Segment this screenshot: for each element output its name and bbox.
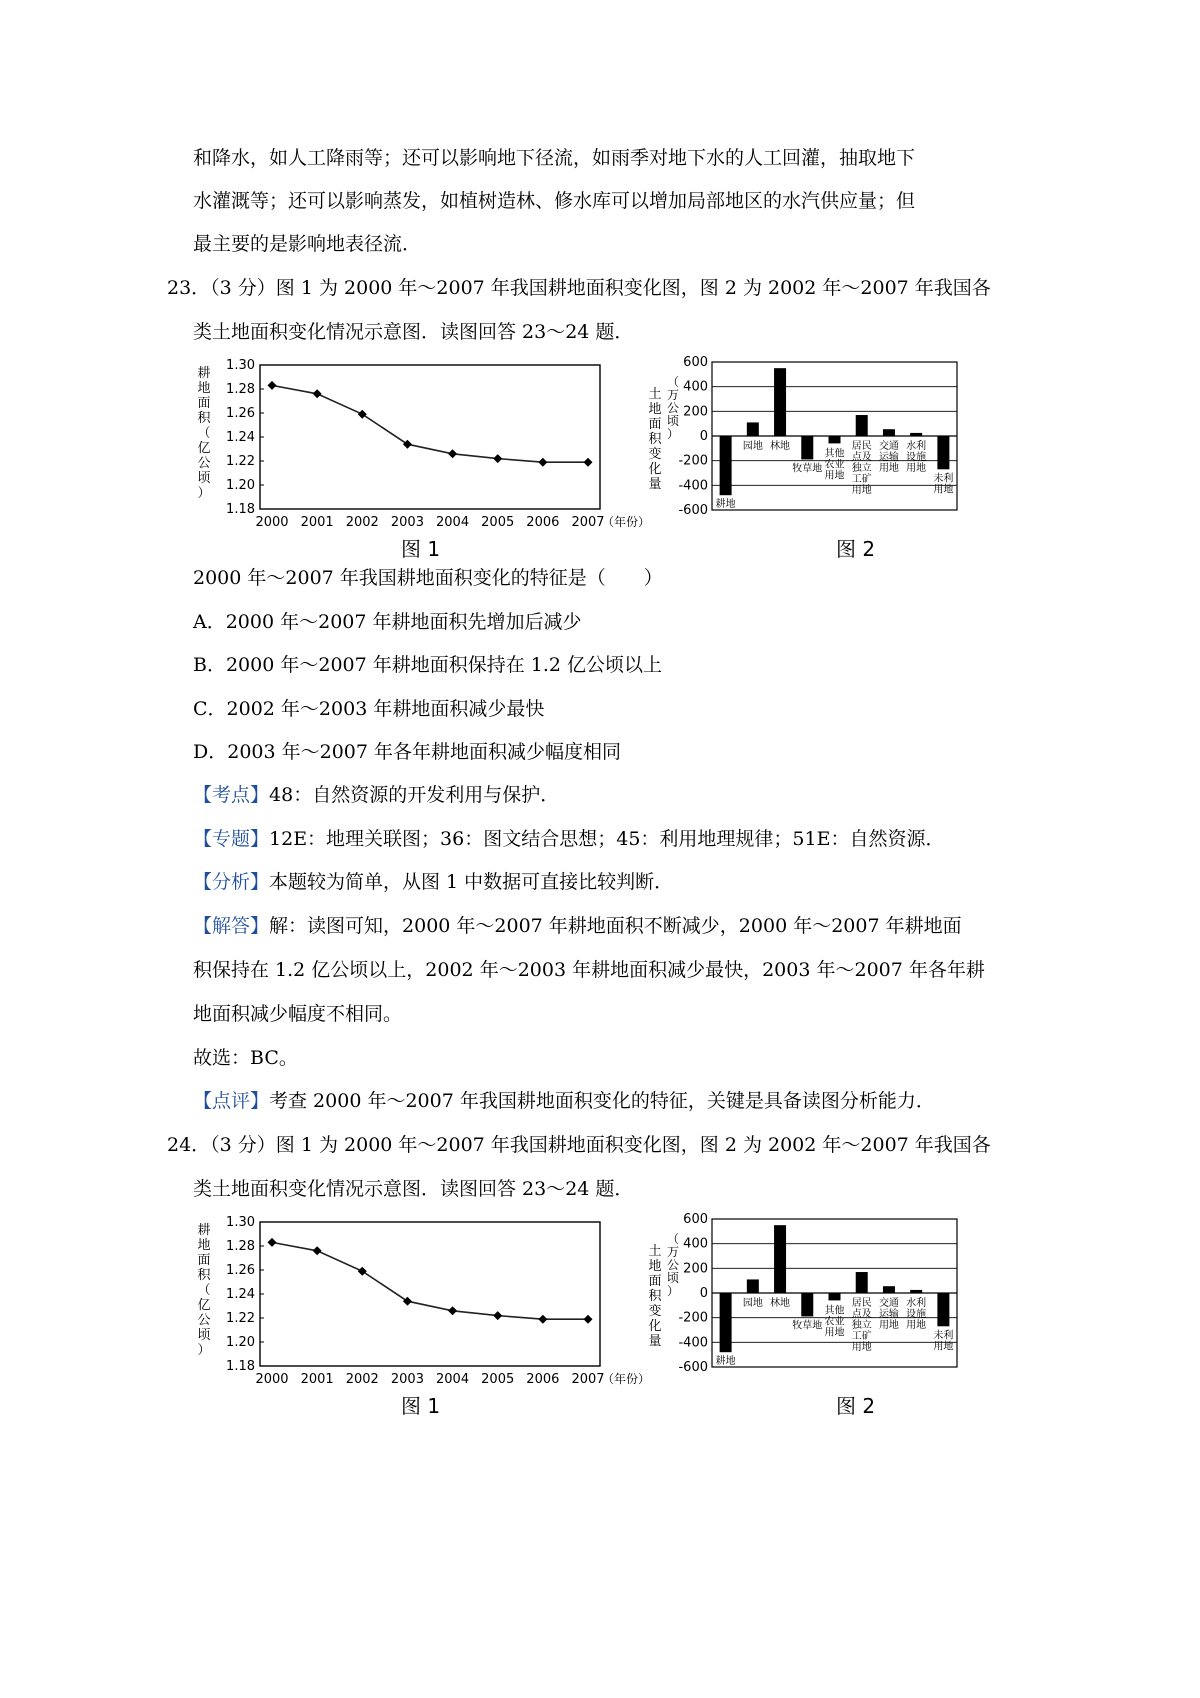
kaodian-tag: 【考点】 — [193, 784, 270, 806]
bar — [720, 1293, 732, 1352]
x-tick-label: 2001 — [300, 515, 334, 530]
y-tick-label: 1.26 — [226, 406, 255, 421]
q23-option-b: B．2000 年～2007 年耕地面积保持在 1.2 亿公顷以上 — [193, 654, 663, 676]
category-label: 水利设施用地 — [906, 1298, 927, 1331]
y-tick-label: -600 — [678, 503, 708, 518]
y-tick-label: -600 — [678, 1360, 708, 1375]
category-label: 耕地 — [715, 499, 736, 511]
category-label: 交通运输用地 — [878, 1298, 899, 1331]
jieda-tag: 【解答】 — [193, 915, 270, 937]
plot-frame — [260, 365, 600, 509]
y-tick-label: 1.20 — [226, 478, 255, 493]
y-tick-label: 600 — [683, 1212, 708, 1227]
x-tick-label: 2007 — [571, 515, 605, 530]
jieda-line-1 — [193, 914, 962, 938]
y-tick-label: 1.26 — [226, 1263, 255, 1278]
y-tick-label: 1.18 — [226, 1359, 255, 1374]
q24-stem-line-1: 24．（3 分）图 1 为 2000 年～2007 年我国耕地面积变化图，图 2 为 2002 年～2007 年我国各 — [167, 1134, 991, 1156]
fig2-caption-b: 图 2 — [836, 1394, 876, 1418]
data-point — [493, 454, 502, 463]
data-point — [268, 1238, 277, 1247]
bar — [883, 429, 895, 436]
y-tick-label: -200 — [678, 1310, 708, 1326]
answer-line: 故选：BC。 — [193, 1047, 298, 1069]
fenxi-tag: 【分析】 — [193, 871, 270, 893]
category-label: 牧草地 — [792, 1320, 823, 1332]
dianping-text: 考查 2000 年～2007 年我国耕地面积变化的特征，关键是具备读图分析能力． — [269, 1090, 935, 1112]
intro-line-3: 最主要的是影响地表径流． — [193, 233, 422, 255]
q23-option-a: A．2000 年～2007 年耕地面积先增加后减少 — [193, 611, 582, 633]
x-tick-label: 2004 — [436, 1372, 470, 1387]
category-label: 其他农业用地 — [824, 1305, 845, 1339]
x-tick-label: 2004 — [436, 515, 470, 530]
data-point — [584, 1315, 593, 1324]
q23-question: 2000 年～2007 年我国耕地面积变化的特征是（ ） — [193, 567, 663, 589]
data-point — [493, 1311, 502, 1320]
category-label: 牧草地 — [792, 463, 823, 475]
bar — [856, 415, 868, 436]
y-tick-label: -200 — [678, 453, 708, 469]
y-tick-label: 1.22 — [226, 454, 255, 469]
y-tick-label: 1.22 — [226, 1311, 255, 1326]
x-tick-label: 2007 — [571, 1372, 605, 1387]
y-tick-label: 1.30 — [226, 1215, 255, 1230]
x-axis-label: （年份） — [601, 1372, 650, 1386]
bar — [937, 1293, 949, 1326]
bar — [801, 1293, 813, 1316]
x-tick-label: 2000 — [255, 1372, 289, 1387]
category-label: 耕地 — [715, 1356, 736, 1368]
q23-stem-line-1: 23．（3 分）图 1 为 2000 年～2007 年我国耕地面积变化图，图 2 为 2002 年～2007 年我国各 — [167, 277, 991, 299]
bar — [937, 436, 949, 469]
bar — [720, 436, 732, 495]
y-tick-label: 200 — [683, 1261, 708, 1277]
category-label: 水利设施用地 — [906, 441, 927, 474]
y-tick-label: 200 — [683, 404, 708, 420]
fig2-caption-a: 图 2 — [836, 537, 876, 561]
category-label: 园地 — [742, 441, 763, 452]
category-label: 交通运输用地 — [878, 441, 899, 474]
y-axis-label: 耕地面积（亿公顷） — [197, 366, 211, 501]
bar — [829, 1293, 841, 1300]
q23-option-d: D．2003 年～2007 年各年耕地面积减少幅度相同 — [193, 741, 622, 763]
data-point — [268, 381, 277, 390]
category-label: 未利用地 — [933, 1330, 954, 1353]
x-tick-label: 2000 — [255, 515, 289, 530]
jieda-text-1: 解：读图可知，2000 年～2007 年耕地面积不断减少，2000 年～2007 年耕地面 — [269, 915, 962, 937]
fig1-line-chart-a — [190, 355, 650, 533]
bar — [910, 433, 922, 436]
data-point — [313, 1246, 322, 1255]
dianping-tag: 【点评】 — [193, 1090, 270, 1112]
bar — [829, 436, 841, 443]
data-point — [403, 440, 412, 449]
x-tick-label: 2005 — [481, 1372, 515, 1387]
series-line — [272, 1242, 588, 1319]
intro-line-2: 水灌溉等；还可以影响蒸发，如植树造林、修水库可以增加局部地区的水汽供应量；但 — [193, 190, 916, 212]
zhuanti-text: 12E：地理关联图；36：图文结合思想；45：利用地理规律；51E：自然资源． — [269, 828, 945, 850]
data-point — [538, 1315, 547, 1324]
y-tick-label: -400 — [678, 1335, 708, 1351]
data-point — [313, 389, 322, 398]
y-axis-label: 土地面积变化量 — [648, 387, 662, 492]
y-tick-label: 1.20 — [226, 1335, 255, 1350]
data-point — [448, 449, 457, 458]
category-label: 未利用地 — [933, 473, 954, 496]
data-point — [358, 410, 367, 419]
y-axis-label: 耕地面积（亿公顷） — [197, 1223, 211, 1358]
data-point — [538, 458, 547, 467]
x-axis-label: （年份） — [601, 515, 650, 529]
kaodian-text: 48：自然资源的开发利用与保护． — [269, 784, 560, 806]
y-tick-label: 1.18 — [226, 502, 255, 517]
x-tick-label: 2002 — [345, 515, 379, 530]
jieda-line-2: 积保持在 1.2 亿公顷以上，2002 年～2003 年耕地面积减少最快，2003 年～2007 年各年耕 — [193, 959, 985, 981]
bar — [774, 1225, 786, 1293]
bar — [801, 436, 813, 459]
data-point — [584, 458, 593, 467]
x-tick-label: 2006 — [526, 515, 560, 530]
x-tick-label: 2002 — [345, 1372, 379, 1387]
data-point — [358, 1267, 367, 1276]
fig1-line-chart-b — [190, 1212, 650, 1390]
category-label: 园地 — [742, 1298, 763, 1309]
y-tick-label: 1.30 — [226, 358, 255, 373]
fig2-bar-chart-b — [640, 1205, 980, 1385]
intro-line-1: 和降水，如人工降雨等；还可以影响地下径流，如雨季对地下水的人工回灌，抽取地下 — [193, 147, 916, 169]
y-axis-unit: （万公顷） — [666, 1232, 680, 1298]
fig1-caption-b: 图 1 — [401, 1394, 441, 1418]
fig1-caption-a: 图 1 — [401, 537, 441, 561]
y-axis-unit: （万公顷） — [666, 375, 680, 441]
x-tick-label: 2006 — [526, 1372, 560, 1387]
y-tick-label: -400 — [678, 478, 708, 494]
y-tick-label: 400 — [683, 379, 708, 395]
bar — [747, 1279, 759, 1293]
bar — [883, 1286, 895, 1293]
fenxi-text: 本题较为简单，从图 1 中数据可直接比较判断． — [269, 871, 674, 893]
zhuanti-tag: 【专题】 — [193, 828, 270, 850]
y-axis-label: 土地面积变化量 — [648, 1244, 662, 1349]
jieda-line-3: 地面积减少幅度不相同。 — [193, 1003, 403, 1025]
x-tick-label: 2003 — [390, 515, 424, 530]
category-label: 居民点及独立工矿用地 — [851, 441, 872, 496]
y-tick-label: 1.28 — [226, 382, 255, 397]
category-label: 林地 — [770, 1298, 791, 1309]
bar — [774, 368, 786, 436]
bar — [910, 1290, 922, 1293]
series-line — [272, 385, 588, 462]
dianping-line — [193, 1089, 935, 1113]
category-label: 居民点及独立工矿用地 — [851, 1298, 872, 1353]
kaodian-line — [193, 783, 559, 807]
bar — [856, 1272, 868, 1293]
data-point — [403, 1297, 412, 1306]
y-tick-label: 1.28 — [226, 1239, 255, 1254]
category-label: 其他农业用地 — [824, 448, 845, 482]
q23-option-c: C．2002 年～2003 年耕地面积减少最快 — [193, 698, 545, 720]
y-tick-label: 0 — [699, 1286, 708, 1301]
y-tick-label: 1.24 — [226, 1287, 255, 1302]
plot-frame — [260, 1222, 600, 1366]
y-tick-label: 600 — [683, 355, 708, 370]
bar — [747, 422, 759, 436]
y-tick-label: 400 — [683, 1236, 708, 1252]
fig2-bar-chart-a — [640, 348, 980, 528]
y-tick-label: 1.24 — [226, 430, 255, 445]
x-tick-label: 2005 — [481, 515, 515, 530]
category-label: 林地 — [770, 441, 791, 452]
data-point — [448, 1306, 457, 1315]
x-tick-label: 2003 — [390, 1372, 424, 1387]
q23-stem-line-2: 类土地面积变化情况示意图．读图回答 23～24 题． — [193, 321, 634, 343]
q24-stem-line-2: 类土地面积变化情况示意图．读图回答 23～24 题． — [193, 1178, 634, 1200]
x-tick-label: 2001 — [300, 1372, 334, 1387]
fenxi-line — [193, 870, 673, 894]
zhuanti-line — [193, 827, 944, 851]
y-tick-label: 0 — [699, 429, 708, 444]
